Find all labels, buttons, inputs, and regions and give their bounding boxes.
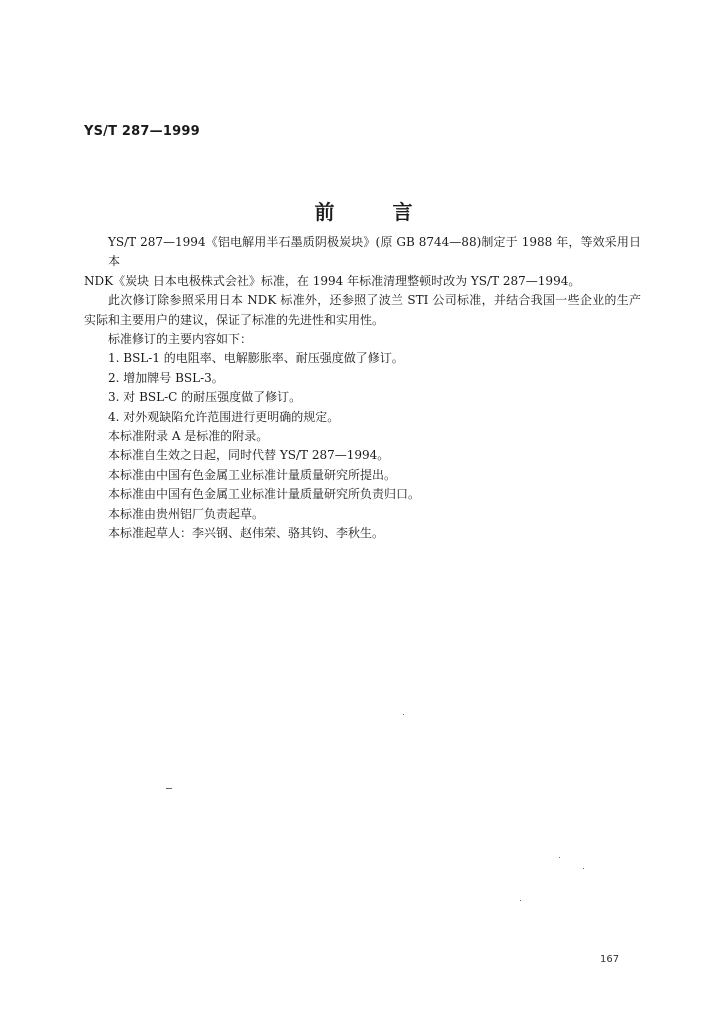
- scan-speck: [166, 788, 172, 789]
- replaces-note: 本标准自生效之日起，同时代替 YS/T 287—1994。: [108, 448, 390, 463]
- title-char-2: 言: [392, 200, 413, 224]
- scan-speck: [583, 868, 584, 869]
- drafting-unit-note: 本标准由贵州铝厂负责起草。: [108, 506, 265, 521]
- page-number: 167: [600, 954, 620, 965]
- document-code: YS/T 287—1999: [84, 124, 200, 139]
- paragraph-1-line-1: YS/T 287—1994《铝电解用半石墨质阴极炭块》(原 GB 8744—88)制定于 1988 年，等效采用日本: [108, 235, 641, 269]
- appendix-note: 本标准附录 A 是标准的附录。: [108, 429, 269, 444]
- revision-item-1: 1. BSL-1 的电阻率、电解膨胀率、耐压强度做了修订。: [108, 351, 404, 366]
- scan-speck: [403, 714, 404, 715]
- paragraph-1-line-2: NDK《炭块 日本电极株式会社》标准，在 1994 年标准清理整顿时改为 YS/T 287—1994。: [84, 273, 581, 288]
- foreword-body: [84, 233, 641, 544]
- scan-speck: [559, 857, 560, 858]
- page-title: [0, 196, 727, 225]
- drafters-note: 本标准起草人：李兴钢、赵伟荣、骆其钧、李秋生。: [108, 526, 385, 541]
- revision-item-3: 3. 对 BSL-C 的耐压强度做了修订。: [108, 390, 302, 405]
- proposed-by-note: 本标准由中国有色金属工业标准计量质量研究所提出。: [108, 467, 397, 482]
- revision-item-2: 2. 增加牌号 BSL-3。: [108, 370, 224, 385]
- managed-by-note: 本标准由中国有色金属工业标准计量质量研究所负责归口。: [108, 487, 421, 502]
- scan-speck: [520, 900, 521, 901]
- paragraph-2-line-1: 此次修订除参照采用日本 NDK 标准外，还参照了波兰 STI 公司标准，并结合我国一些企业的生产: [108, 293, 641, 308]
- revision-intro: 标准修订的主要内容如下：: [108, 332, 253, 347]
- title-char-1: 前: [314, 200, 335, 224]
- revision-item-4: 4. 对外观缺陷允许范围进行更明确的规定。: [108, 409, 340, 424]
- paragraph-2-line-2: 实际和主要用户的建议，保证了标准的先进性和实用性。: [84, 312, 385, 327]
